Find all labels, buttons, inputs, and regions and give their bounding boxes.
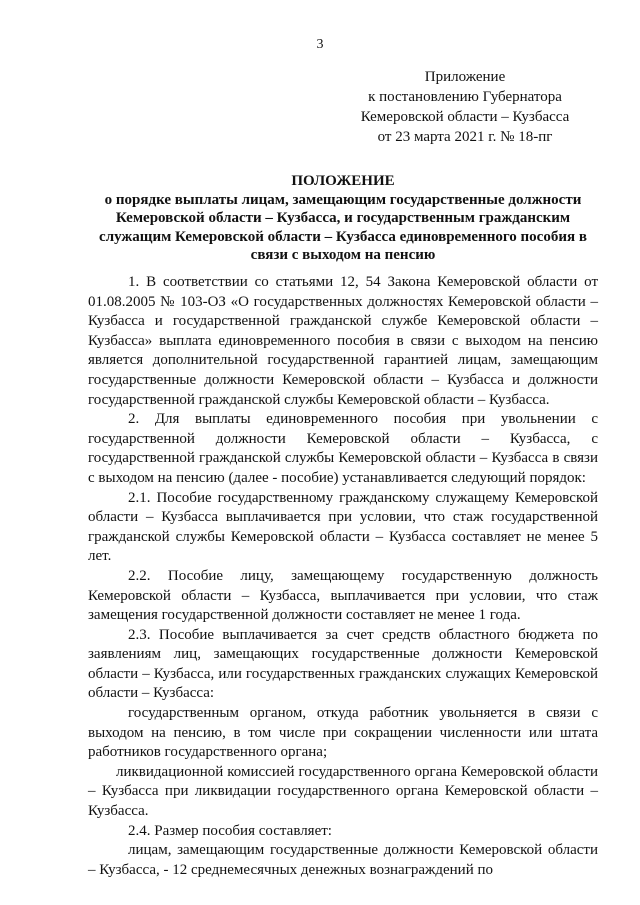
- paragraph: 2.3. Пособие выплачивается за счет средств областного бюджета по заявлениям лиц, замещающих государственные должности Кемеровской области – Кузбасса, или государственных гражданских служащих Кемеровской области – Кузбасса:: [88, 626, 598, 702]
- document-body: [88, 273, 598, 880]
- paragraph: 2.4. Размер пособия составляет:: [128, 822, 332, 839]
- paragraph: 2.2. Пособие лицу, замещающему государственную должность Кемеровской области – Кузбасса, выплачивается при условии, что стаж замещения государственной должности составляет не менее 1 года.: [88, 567, 598, 624]
- title-subtitle: о порядке выплаты лицам, замещающим государственные должности Кемеровской области – Кузбасса, и государственным гражданским служащим Кемеровской области – Кузбасса единовременного пособия в связи с выходом на пенсию: [99, 191, 587, 263]
- paragraph: государственным органом, откуда работник увольняется в связи с выходом на пенсию, в том числе при сокращении численности или штата работников государственного органа;: [88, 705, 598, 761]
- paragraph: 2. Для выплаты единовременного пособия при увольнении с государственной должности Кемеровской области – Кузбасса, с государственной гражданской службы Кемеровской области – Кузбасса в связи с выходом на пенсию (далее - пособие) устанавливается следующий порядок:: [88, 411, 598, 486]
- title-heading: ПОЛОЖЕНИЕ: [291, 173, 395, 189]
- paragraph: ликвидационной комиссией государственного органа Кемеровской области – Кузбасса при ликвидации государственного органа Кемеровской области – Кузбасса.: [88, 763, 598, 820]
- appendix-line: Приложение: [424, 69, 506, 85]
- appendix-line: от 23 марта 2021 г. № 18-пг: [377, 129, 553, 145]
- appendix-line: к постановлению Губернатора: [368, 89, 562, 105]
- document-title: [88, 172, 598, 265]
- appendix-header: [340, 67, 590, 147]
- appendix-line: Кемеровской области – Кузбасса: [360, 109, 570, 125]
- page-number: 3: [316, 37, 324, 52]
- paragraph: 1. В соответствии со статьями 12, 54 Закона Кемеровской области от 01.08.2005 № 103-ОЗ «О государственных должностях Кемеровской области – Кузбасса и государственной гражданской службе Кемеровской области – Кузбасса» выплата единовременного пособия в связи с выходом на пенсию является дополнительной государственной гарантией лицам, замещающим государственные должности Кемеровской области – Кузбасса и должности государственной гражданской службы Кемеровской области – Кузбасса.: [88, 274, 598, 408]
- paragraph: 2.1. Пособие государственному гражданскому служащему Кемеровской области – Кузбасса выплачивается при условии, что стаж государственной гражданской службы Кемеровской области – Кузбасса составляет не менее 5 лет.: [88, 489, 598, 565]
- paragraph: лицам, замещающим государственные должности Кемеровской области – Кузбасса, - 12 среднемесячных денежных вознаграждений по: [88, 842, 598, 878]
